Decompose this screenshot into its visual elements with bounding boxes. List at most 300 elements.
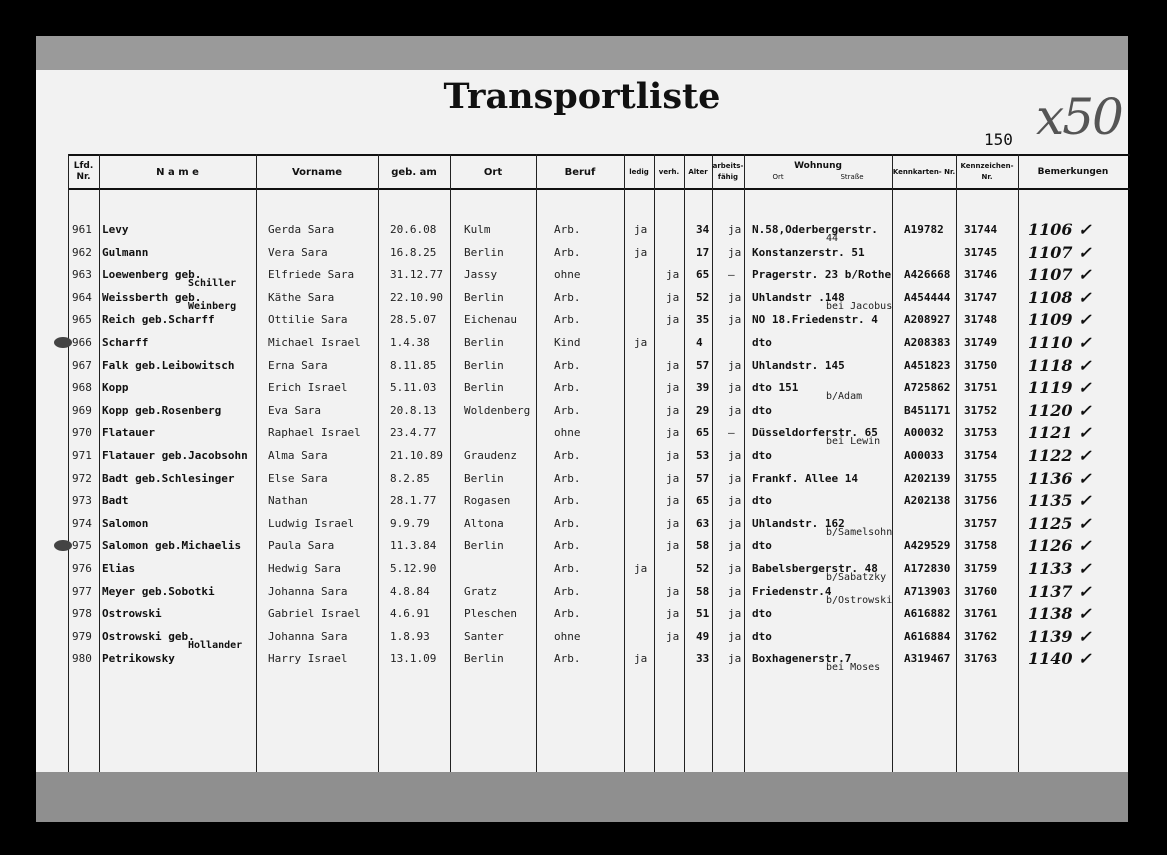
birth-place: Berlin — [464, 381, 504, 395]
identifier-number: 31756 — [964, 494, 998, 508]
first-name: Nathan — [268, 494, 308, 508]
address: Uhlandstr .148 — [752, 290, 845, 304]
table-row — [36, 446, 1128, 468]
age: 58 — [696, 539, 710, 553]
id-card-number: A19782 — [904, 223, 944, 236]
remark-handwritten: 1107 ✓ — [1028, 242, 1092, 262]
fit-for-work: ja — [728, 290, 742, 304]
header-bemerkungen: Bemerkungen — [1037, 166, 1109, 177]
address: Boxhagenerstr.7 — [752, 652, 852, 666]
address-continued: b/Samelsohn — [826, 526, 893, 538]
birth-place: Berlin — [464, 652, 504, 666]
row-number: 969 — [72, 403, 92, 417]
address: dto — [752, 403, 772, 417]
table-row — [36, 333, 1128, 355]
table-row — [36, 378, 1128, 403]
header-wohnung-label: Wohnung — [794, 161, 842, 171]
address: Frankf. Allee 14 — [752, 471, 858, 485]
surname: Kopp — [102, 381, 129, 395]
address-continued: b/Sabatzky — [826, 572, 887, 583]
birth-date: 9.9.79 — [390, 516, 430, 530]
surname-continued: Schiller — [188, 278, 237, 290]
occupation: Arb. — [554, 607, 581, 621]
identifier-number: 31744 — [964, 223, 998, 236]
address: dto 151 — [752, 381, 799, 395]
first-name: Eva Sara — [268, 403, 321, 417]
remark-handwritten: 1135 ✓ — [1028, 491, 1092, 511]
birth-place: Berlin — [464, 358, 504, 372]
address: Pragerstr. 23 b/Rothe — [752, 268, 892, 282]
id-card-number: A429529 — [904, 539, 951, 553]
header-ledig: ledig — [629, 167, 649, 176]
birth-date: 28.1.77 — [390, 494, 437, 508]
occupation: Arb. — [554, 652, 581, 666]
birth-date: 20.8.13 — [390, 403, 437, 417]
birth-place: Santer — [464, 629, 504, 643]
identifier-number: 31757 — [964, 516, 998, 530]
birth-date: 13.1.09 — [390, 652, 437, 666]
identifier-number: 31760 — [964, 584, 998, 598]
header-kennkarten-nr: Kennkarten- Nr. — [892, 167, 956, 176]
birth-date: 1.8.93 — [390, 629, 430, 643]
fit-for-work: ja — [728, 562, 742, 575]
age: 65 — [696, 268, 710, 282]
table-row — [36, 288, 1128, 310]
identifier-number: 31751 — [964, 381, 998, 395]
address-continued: 44 — [826, 233, 839, 244]
surname-continued: Weinberg — [188, 300, 237, 312]
single: ja — [634, 652, 648, 666]
header-vorname: Vorname — [291, 166, 343, 178]
identifier-number: 31746 — [964, 268, 998, 282]
occupation: Arb. — [554, 494, 581, 508]
address-continued: bei Lewin — [826, 436, 881, 448]
identifier-number: 31745 — [964, 245, 998, 259]
first-name: Vera Sara — [268, 245, 328, 259]
first-name: Gabriel Israel — [268, 607, 361, 621]
fit-for-work: ja — [728, 403, 742, 417]
birth-place: Woldenberg — [464, 403, 531, 417]
remark-handwritten: 1121 ✓ — [1028, 423, 1092, 443]
address: dto — [752, 607, 772, 621]
address-continued: bei Jacobus — [826, 300, 893, 312]
married: ja — [666, 449, 680, 462]
first-name: Hedwig Sara — [268, 562, 341, 575]
fit-for-work: ja — [728, 313, 742, 327]
id-card-number: A713903 — [904, 584, 951, 598]
birth-place: Pleschen — [464, 607, 517, 621]
age: 34 — [696, 223, 710, 236]
header-geb-am: geb. am — [391, 166, 437, 178]
birth-place: Graudenz — [464, 449, 517, 462]
row-number: 974 — [72, 516, 92, 530]
occupation: Arb. — [554, 223, 581, 236]
identifier-number: 31758 — [964, 539, 998, 553]
remark-handwritten: 1138 ✓ — [1028, 604, 1092, 624]
surname: Badt — [102, 494, 129, 508]
table-row — [36, 559, 1128, 581]
surname: Kopp geb.Rosenberg — [102, 403, 222, 417]
age: 57 — [696, 358, 710, 372]
film-border-top — [36, 36, 1128, 72]
row-number: 980 — [72, 652, 92, 666]
single: ja — [634, 562, 648, 575]
table-row — [36, 243, 1128, 265]
table-row — [36, 469, 1128, 491]
surname: Petrikowsky — [102, 652, 175, 666]
header-verh: verh. — [658, 167, 680, 176]
occupation: ohne — [554, 426, 581, 440]
fit-for-work: ja — [728, 607, 742, 621]
birth-date: 31.12.77 — [390, 268, 443, 282]
occupation: Arb. — [554, 584, 581, 598]
fit-for-work: ja — [728, 471, 742, 485]
surname: Elias — [102, 562, 136, 575]
birth-date: 21.10.89 — [390, 449, 443, 462]
age: 29 — [696, 403, 710, 417]
remark-handwritten: 1120 ✓ — [1028, 400, 1092, 420]
married: ja — [666, 358, 680, 372]
address: N.58,Oderbergerstr. — [752, 223, 878, 236]
first-name: Johanna Sara — [268, 629, 348, 643]
surname: Ostrowski — [102, 607, 162, 621]
address: Babelsbergerstr. 48 — [752, 562, 878, 575]
age: 65 — [696, 426, 710, 440]
single: ja — [634, 245, 648, 259]
row-number: 971 — [72, 449, 92, 462]
first-name: Alma Sara — [268, 449, 328, 462]
header-arbeitsfaehig: arbeits- fähig — [712, 162, 744, 181]
occupation: ohne — [554, 268, 581, 282]
header-wohnung-ort: Ort — [772, 173, 784, 181]
table-row — [36, 536, 1128, 558]
married: ja — [666, 516, 680, 530]
surname: Ostrowski geb. — [102, 629, 195, 643]
age: 52 — [696, 290, 710, 304]
ink-blot — [54, 540, 72, 551]
identifier-number: 31748 — [964, 313, 998, 327]
birth-place: Rogasen — [464, 494, 511, 508]
surname: Scharff — [102, 336, 149, 349]
birth-date: 22.10.90 — [390, 290, 443, 304]
row-number: 962 — [72, 245, 92, 259]
surname: Salomon — [102, 516, 149, 530]
birth-date: 8.11.85 — [390, 358, 437, 372]
first-name: Else Sara — [268, 471, 328, 485]
address-continued: b/Ostrowski — [826, 594, 893, 606]
fit-for-work: ja — [728, 539, 742, 553]
married: ja — [666, 494, 680, 508]
birth-place: Berlin — [464, 336, 504, 349]
table-row — [36, 265, 1128, 290]
birth-place: Eichenau — [464, 313, 517, 327]
first-name: Harry Israel — [268, 652, 348, 666]
identifier-number: 31753 — [964, 426, 998, 440]
first-name: Ottilie Sara — [268, 313, 348, 327]
fit-for-work: – — [728, 268, 735, 282]
address-continued: b/Adam — [826, 391, 863, 403]
address: Konstanzerstr. 51 — [752, 245, 865, 259]
identifier-number: 31762 — [964, 629, 998, 643]
married: ja — [666, 403, 680, 417]
occupation: Arb. — [554, 313, 581, 327]
address: Friedenstr.4 — [752, 584, 832, 598]
occupation: Arb. — [554, 516, 581, 530]
remark-handwritten: 1107 ✓ — [1028, 265, 1092, 285]
row-number: 973 — [72, 494, 92, 508]
header-kennzeichen-nr: Kennzeichen- Nr. — [960, 162, 1014, 181]
age: 39 — [696, 381, 710, 395]
handwritten-note: x50 — [1036, 88, 1122, 146]
occupation: Arb. — [554, 539, 581, 553]
birth-date: 4.8.84 — [390, 584, 430, 598]
document-title: Transportliste — [443, 76, 721, 117]
remark-handwritten: 1137 ✓ — [1028, 581, 1092, 601]
address: NO 18.Friedenstr. 4 — [752, 313, 878, 327]
birth-date: 1.4.38 — [390, 336, 430, 349]
row-number: 965 — [72, 313, 92, 327]
occupation: Arb. — [554, 381, 581, 395]
occupation: Arb. — [554, 245, 581, 259]
birth-date: 16.8.25 — [390, 245, 437, 259]
header-beruf: Beruf — [564, 166, 596, 178]
fit-for-work: ja — [728, 358, 742, 372]
id-card-number: A454444 — [904, 290, 951, 304]
surname: Meyer geb.Sobotki — [102, 584, 215, 598]
married: ja — [666, 313, 680, 327]
id-card-number: A616882 — [904, 607, 951, 621]
birth-place: Jassy — [464, 268, 498, 282]
first-name: Michael Israel — [268, 336, 361, 349]
address: Uhlandstr. 162 — [752, 516, 845, 530]
surname: Gulmann — [102, 245, 149, 259]
fit-for-work: ja — [728, 381, 742, 395]
row-number: 964 — [72, 290, 92, 304]
surname: Loewenberg geb. — [102, 268, 202, 282]
birth-date: 8.2.85 — [390, 471, 430, 485]
table-row — [36, 220, 1128, 242]
table-row — [36, 356, 1128, 378]
row-number: 966 — [72, 336, 92, 349]
single: ja — [634, 223, 648, 236]
remark-handwritten: 1106 ✓ — [1028, 220, 1092, 239]
row-number: 961 — [72, 223, 92, 236]
id-card-number: A451823 — [904, 358, 951, 372]
row-number: 970 — [72, 426, 92, 440]
id-card-number: A202138 — [904, 494, 951, 508]
birth-place: Berlin — [464, 290, 504, 304]
remark-handwritten: 1126 ✓ — [1028, 536, 1092, 556]
fit-for-work: ja — [728, 652, 742, 666]
remark-handwritten: 1118 ✓ — [1028, 355, 1092, 375]
single: ja — [634, 336, 648, 349]
fit-for-work: ja — [728, 516, 742, 530]
age: 65 — [696, 494, 710, 508]
occupation: Arb. — [554, 562, 581, 575]
identifier-number: 31750 — [964, 358, 998, 372]
table-row — [36, 649, 1128, 674]
remark-handwritten: 1136 ✓ — [1028, 468, 1092, 488]
header-name: N a m e — [156, 166, 199, 178]
row-number: 968 — [72, 381, 92, 395]
document-page — [36, 70, 1128, 774]
identifier-number: 31754 — [964, 449, 998, 462]
remark-handwritten: 1133 ✓ — [1028, 559, 1092, 578]
ink-blot — [54, 337, 72, 348]
fit-for-work: ja — [728, 584, 742, 598]
surname: Salomon geb.Michaelis — [102, 539, 242, 553]
fit-for-work: ja — [728, 245, 742, 259]
table-row — [36, 627, 1128, 649]
married: ja — [666, 539, 680, 553]
occupation: ohne — [554, 629, 581, 643]
age: 4 — [696, 336, 703, 349]
fit-for-work: – — [728, 426, 735, 440]
occupation: Kind — [554, 336, 581, 349]
remark-handwritten: 1140 ✓ — [1028, 649, 1092, 669]
birth-place: Gratz — [464, 584, 498, 598]
age: 49 — [696, 629, 710, 643]
remark-handwritten: 1139 ✓ — [1028, 626, 1092, 646]
address: dto — [752, 629, 772, 643]
surname: Weissberth geb. — [102, 290, 202, 304]
remark-handwritten: 1108 ✓ — [1028, 287, 1092, 307]
birth-date: 11.3.84 — [390, 539, 437, 553]
remark-handwritten: 1122 ✓ — [1028, 446, 1092, 465]
first-name: Ludwig Israel — [268, 516, 355, 530]
remark-handwritten: 1110 ✓ — [1028, 333, 1092, 352]
birth-date: 5.11.03 — [390, 381, 437, 395]
fit-for-work: ja — [728, 629, 742, 643]
row-number: 977 — [72, 584, 92, 598]
identifier-number: 31749 — [964, 336, 998, 349]
id-card-number: A616884 — [904, 629, 951, 643]
header-wohnung — [744, 156, 892, 188]
row-number: 963 — [72, 268, 92, 282]
first-name: Elfriede Sara — [268, 268, 355, 282]
surname: Flatauer — [102, 426, 155, 440]
address: Düsseldorferstr. 65 — [752, 426, 878, 440]
remark-handwritten: 1119 ✓ — [1028, 378, 1092, 398]
table-row — [36, 582, 1128, 604]
birth-date: 20.6.08 — [390, 223, 437, 236]
address: dto — [752, 539, 772, 553]
address-continued: bei Moses — [826, 662, 881, 674]
age: 33 — [696, 652, 710, 666]
identifier-number: 31755 — [964, 471, 998, 485]
address: dto — [752, 494, 772, 508]
age: 63 — [696, 516, 710, 530]
first-name: Erna Sara — [268, 358, 328, 372]
id-card-number: B451171 — [904, 403, 951, 417]
page-number: 150 — [984, 130, 1013, 149]
id-card-number: A208383 — [904, 336, 951, 349]
surname: Flatauer geb.Jacobsohn — [102, 449, 248, 462]
married: ja — [666, 471, 680, 485]
first-name: Johanna Sara — [268, 584, 348, 598]
identifier-number: 31752 — [964, 403, 998, 417]
row-number: 967 — [72, 358, 92, 372]
age: 57 — [696, 471, 710, 485]
address: dto — [752, 449, 772, 462]
identifier-number: 31759 — [964, 562, 998, 575]
surname-continued: Hollander — [188, 639, 243, 651]
birth-date: 23.4.77 — [390, 426, 437, 440]
identifier-number: 31763 — [964, 652, 998, 666]
header-bottom-rule — [68, 188, 1130, 190]
address: Uhlandstr. 145 — [752, 358, 845, 372]
first-name: Gerda Sara — [268, 223, 335, 236]
id-card-number: A00032 — [904, 426, 944, 440]
occupation: Arb. — [554, 290, 581, 304]
header-alter: Alter — [688, 167, 708, 176]
occupation: Arb. — [554, 449, 581, 462]
first-name: Käthe Sara — [268, 290, 335, 304]
table-row — [36, 423, 1128, 448]
id-card-number: A319467 — [904, 652, 951, 666]
header-ort: Ort — [483, 166, 503, 178]
age: 35 — [696, 313, 710, 327]
fit-for-work: ja — [728, 449, 742, 462]
married: ja — [666, 607, 680, 621]
row-number: 976 — [72, 562, 92, 575]
table-row — [36, 514, 1128, 536]
birth-place: Berlin — [464, 471, 504, 485]
surname: Badt geb.Schlesinger — [102, 471, 235, 485]
first-name: Erich Israel — [268, 381, 348, 395]
married: ja — [666, 381, 680, 395]
first-name: Paula Sara — [268, 539, 335, 553]
birth-place: Altona — [464, 516, 504, 530]
id-card-number: A725862 — [904, 381, 951, 395]
married: ja — [666, 584, 680, 598]
identifier-number: 31761 — [964, 607, 998, 621]
first-name: Raphael Israel — [268, 426, 361, 440]
remark-handwritten: 1109 ✓ — [1028, 310, 1092, 330]
occupation: Arb. — [554, 471, 581, 485]
age: 51 — [696, 607, 710, 621]
birth-date: 5.12.90 — [390, 562, 437, 575]
header-lfd-nr: Lfd. Nr. — [73, 161, 94, 182]
age: 53 — [696, 449, 710, 462]
birth-place: Berlin — [464, 539, 504, 553]
table-row — [36, 401, 1128, 423]
row-number: 979 — [72, 629, 92, 643]
surname: Reich geb.Scharff — [102, 313, 215, 327]
id-card-number: A208927 — [904, 313, 951, 327]
married: ja — [666, 268, 680, 282]
birth-date: 28.5.07 — [390, 313, 437, 327]
birth-place: Kulm — [464, 223, 491, 236]
birth-place: Berlin — [464, 245, 504, 259]
married: ja — [666, 629, 680, 643]
address: dto — [752, 336, 772, 349]
film-border-bottom — [36, 772, 1128, 822]
birth-date: 4.6.91 — [390, 607, 430, 621]
row-number: 972 — [72, 471, 92, 485]
age: 58 — [696, 584, 710, 598]
identifier-number: 31747 — [964, 290, 998, 304]
row-number: 975 — [72, 539, 92, 553]
table-row — [36, 604, 1128, 626]
occupation: Arb. — [554, 403, 581, 417]
fit-for-work: ja — [728, 494, 742, 508]
remark-handwritten: 1125 ✓ — [1028, 513, 1092, 533]
age: 17 — [696, 245, 710, 259]
surname: Falk geb.Leibowitsch — [102, 358, 235, 372]
id-card-number: A202139 — [904, 471, 951, 485]
surname: Levy — [102, 223, 129, 236]
